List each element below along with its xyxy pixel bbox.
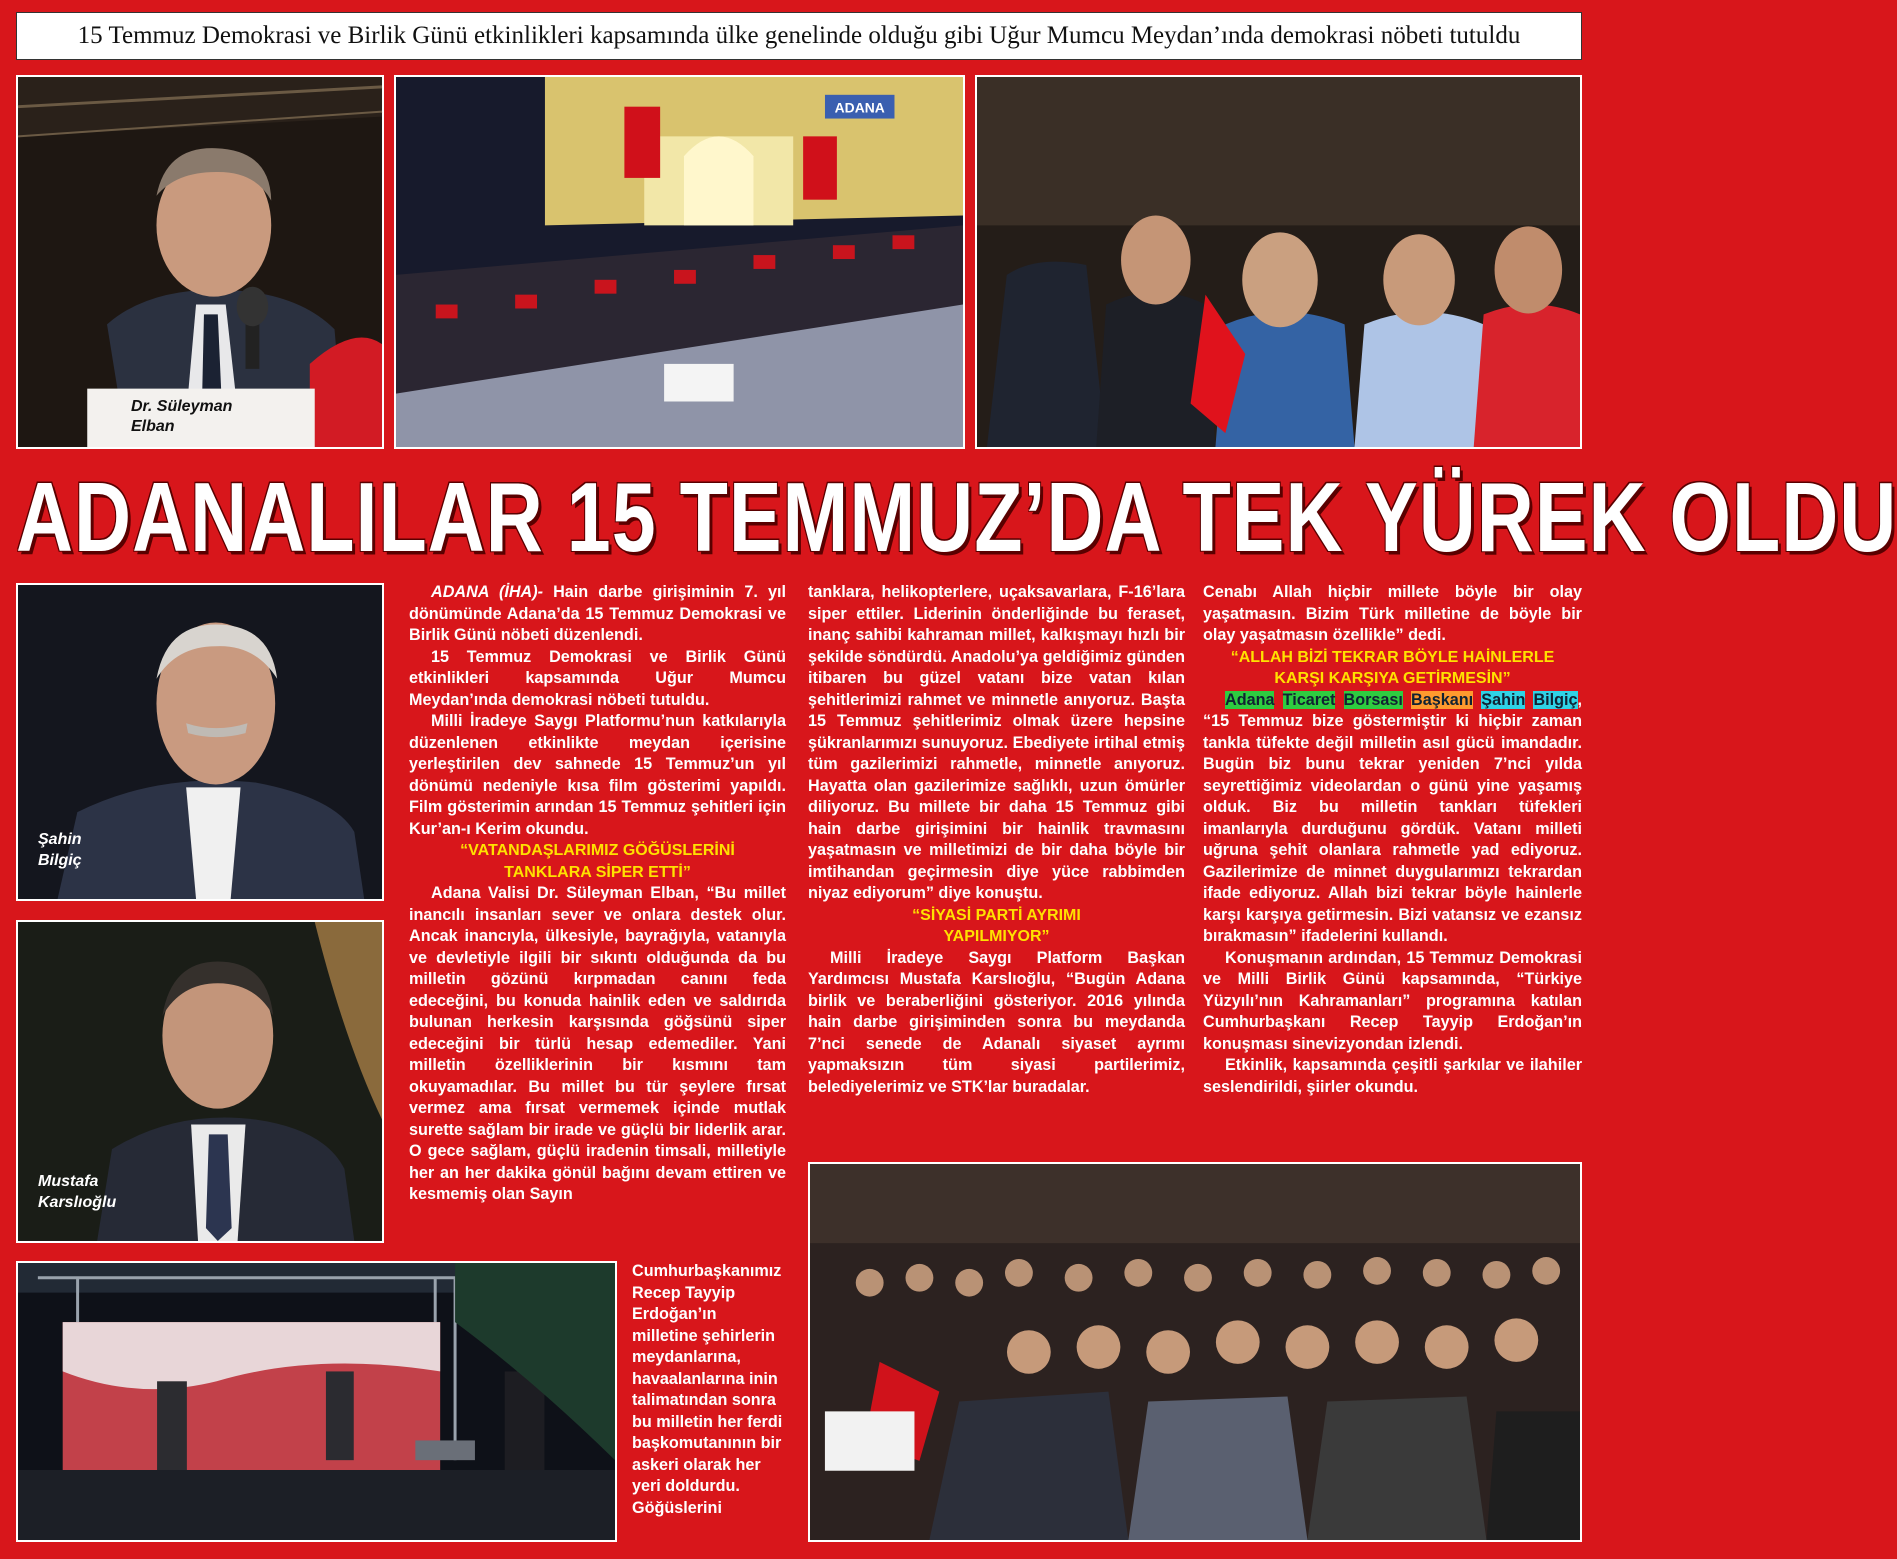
photo-station-crowd (394, 75, 965, 449)
subheading-2-line1: “SİYASİ PARTİ AYRIMI (912, 906, 1081, 924)
subheading-1-line2: TANKLARA SİPER ETTİ” (504, 863, 691, 881)
col1-paragraph-4-continued: Cumhurbaşkanımız Recep Tayyip Erdoğan’ın milletine şehirlerin meydanlarına, havaalanlarına inin talimatından sonra bu milletin her ferdi başkomutanının bir askeri olarak her yeri doldurdu. Göğüslerini (632, 1262, 783, 1517)
subheading-2-line2: YAPILMIYOR” (943, 928, 1050, 945)
article-column-1-continued (632, 1261, 786, 1519)
subheading-3-line2: KARŞI KARŞIYA GETİRMESİN” (1274, 670, 1511, 687)
headline: ADANALILAR 15 TEMMUZ’DA TEK YÜREK OLDU (16, 460, 1897, 572)
col2-paragraph-1: tanklara, helikopterlere, uçaksavarlara, F-16’lara siper ettiler. Liderinin önderliğinde bu feraset, inanç sahibi kahraman millet, kalkışmayı hızlı bir şekilde söndürdü. Anadolu’ya geldiğimiz günden itibaren bu güzel vatanı bize vatan kılan şehitlerimizi rahmet ve minnetle anıyoruz. Başta 15 Temmuz şehitlerimiz olmak üzere hepsine şükranlarımızı sunuyoruz. Ebediyete irtihal etmiş tüm gazilerimizi rahmetle, minnetle anıyoruz. Hayatta olan gazilerimize sağlıklı, uzun ömürler diliyoruz. Bu millete bir daha 15 Temmuz gibi hain darbe girişimini bir hainlik travmasını yaşatmasın ve milletimizi de bir daha böyle bir imtihandan geçirmesin diye yüce rabbimden niyaz ediyorum” diye konuştu. (808, 583, 1185, 902)
elban-caption-line2: Elban (131, 418, 175, 435)
photo-suleyman-elban (16, 75, 384, 449)
col1-paragraph-4: Adana Valisi Dr. Süleyman Elban, “Bu millet inancılı insanları sever ve onlara destek olur. Ancak inancıyla, ülkesiyle, bayrağıyla, vatanıyla ve devletiyle ilgili bir sıkıntı olduğunda da bu milletin gözünü kırpmadan canını feda edeceğini, bu konuda hainlik eden ve saldırıda bulunan herkesin karşısında göğsünü siper edeceğini bir türlü hesap edemediler. Yani milletin özelliklerinin bir kısmını tam okuyamadılar. Bu millet bu tür şeylere fırsat vermez ama fırsat vermemek içinde mutlak surette sağlam bir irade ve güçlü bir liderlik arar. O gece sağlam, güçlü iradenin timsali, milletiyle her an her dakika gönül bağını devam ettiren ve kesmemiş olan Sayın (409, 884, 786, 1203)
karslioglu-caption-line2: Karslıoğlu (38, 1194, 117, 1211)
highlight-ticaret: Ticaret (1282, 690, 1336, 709)
highlight-borsasi: Borsası (1343, 690, 1403, 709)
article-column-2 (808, 582, 1185, 1098)
photo-stage-concert (16, 1261, 617, 1542)
col2-paragraph-2: Milli İradeye Saygı Platform Başkan Yardımcısı Mustafa Karslıoğlu, “Bugün Adana birlik ve beraberliğini gösteriyor. 2016 yılında hain darbe girişiminden sonra bu meydanda 7’nci senede de Adanalı siyaset ayrımı yapmaksızın tüm siyasi partilerimiz, belediyelerimiz ve STK’lar buradalar. (808, 948, 1185, 1096)
col3-paragraph-4: Etkinlik, kapsamında çeşitli şarkılar ve ilahiler seslendirildi, şiirler okundu. (1203, 1056, 1582, 1096)
highlight-baskani: Başkanı (1411, 690, 1474, 709)
photo-large-crowd (808, 1162, 1582, 1542)
col1-paragraph-3: Milli İradeye Saygı Platformu’nun katkılarıyla düzenlenen etkinlikte meydan içerisine yerleştirilen dev sahnede 15 Temmuz’un yıl dönümü nedeniyle kısa film gösterimi yapıldı. Film gösterimin arından 15 Temmuz şehitleri için Kur’an-ı Kerim okundu. (409, 712, 786, 838)
col3-paragraph-2 (1203, 690, 1582, 948)
highlight-bilgic: Bilgiç (1533, 690, 1578, 709)
highlight-adana: Adana (1225, 690, 1275, 709)
col3-paragraph-1: Cenabı Allah hiçbir millete böyle bir olay yaşatmasın. Bizim Türk milletine de böyle bir olay yaşatmasın özellikle” dedi. (1203, 583, 1582, 644)
top-banner: 15 Temmuz Demokrasi ve Birlik Günü etkinlikleri kapsamında ülke genelinde olduğu gibi Uğur Mumcu Meydan’ında demokrasi nöbeti tutuldu (16, 12, 1582, 60)
col3-paragraph-3: Konuşmanın ardından, 15 Temmuz Demokrasi ve Milli Birlik Günü kapsamında, “Türkiye Yüzyılı’nın Kahramanları” programına katılan Cumhurbaşkanı Recep Tayyip Erdoğan’ın konuşması sinevizyondan izlendi. (1203, 948, 1582, 1053)
col1-lead (409, 582, 786, 647)
dateline: ADANA (İHA)- (431, 583, 543, 601)
col3-paragraph-2-text: , “15 Temmuz bize göstermiştir ki hiçbir zaman tankla tüfekte değil milletin asıl gücü imandadır. Bugün biz bunu tekrar yeniden 7’nci yılda seyrettiğimiz videolardan o günü yine yaşamış olduk. Biz bu milletin tankları tüfekleri imanlarıyla durduğunu gördük. Vatanı milleti uğruna şehit olanlara rahmetle yad ediyoruz. Gazilerimize de minnet duygularımızı tekrardan ifade ediyoruz. Allah bizi tekrar böyle hainlerle karşı karşıya getirmesin. Bizi vatansız ve ezansız bırakmasın” ifadelerini kullandı. (1203, 690, 1583, 945)
photo-sahin-bilgic (16, 583, 384, 901)
article-column-3 (1203, 582, 1582, 1098)
photo-front-row (975, 75, 1582, 449)
photo-mustafa-karslioglu (16, 920, 384, 1243)
highlight-sahin: Şahin (1481, 690, 1526, 709)
bilgic-caption-line1: Şahin (38, 831, 82, 848)
col1-paragraph-2: 15 Temmuz Demokrasi ve Birlik Günü etkinlikleri kapsamında Uğur Mumcu Meydan’ında demokrasi nöbeti tutuldu. (409, 647, 786, 709)
col1-lead-text: Hain darbe girişiminin 7. yıl dönümünde Adana’da 15 Temmuz Demokrasi ve Birlik Günü nöbeti düzenlendi. (409, 583, 786, 644)
subheading-3-line1: “ALLAH BİZİ TEKRAR BÖYLE HAİNLERLE (1230, 648, 1555, 666)
karslioglu-caption-line1: Mustafa (38, 1173, 99, 1190)
station-sign: ADANA (834, 99, 885, 116)
bilgic-caption-line2: Bilgiç (38, 852, 82, 869)
article-column-1 (409, 582, 786, 1206)
elban-caption-line1: Dr. Süleyman (131, 398, 233, 415)
subheading-1-line1: “VATANDAŞLARIMIZ GÖĞÜSLERİNİ (460, 842, 735, 859)
